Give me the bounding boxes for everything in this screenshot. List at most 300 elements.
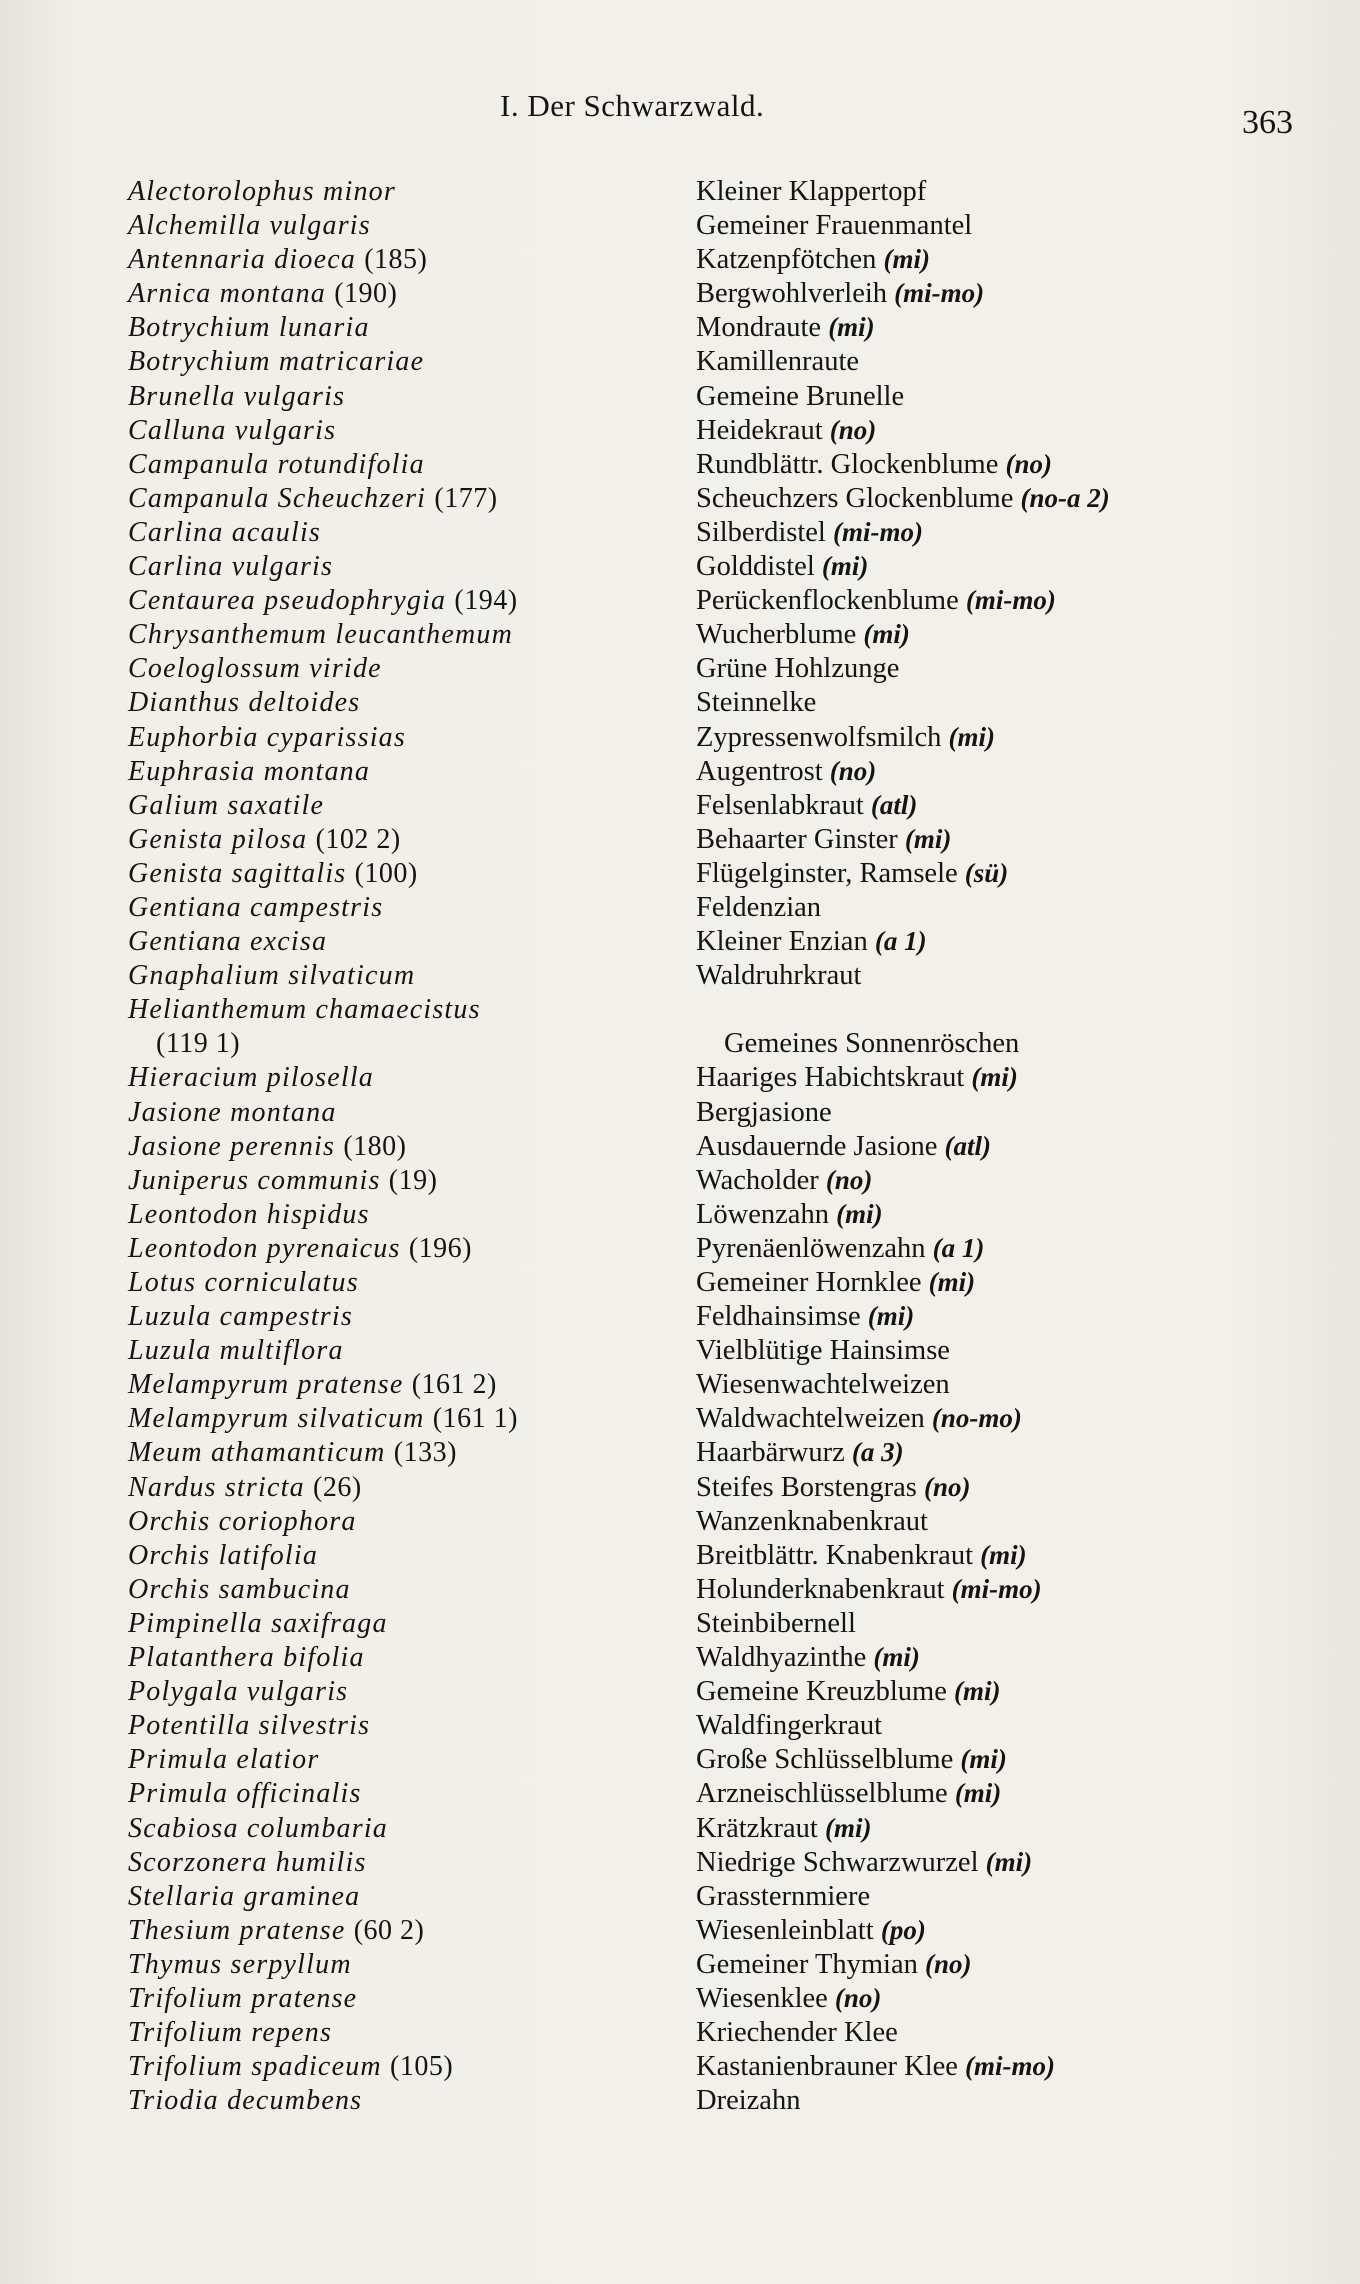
- species-row: [128, 2051, 1268, 2085]
- distribution-note: (no): [834, 1982, 882, 2013]
- distribution-note: (no): [825, 1164, 873, 1195]
- latin-name: Galium saxatile: [128, 789, 325, 821]
- distribution-note: (mi): [867, 1301, 915, 1332]
- species-row: [128, 2017, 1268, 2051]
- german-name: Mondraute: [696, 312, 822, 344]
- german-name: Kriechender Klee: [696, 2017, 898, 2049]
- species-row: [128, 346, 1268, 380]
- german-name: Wiesenwachtelweizen: [696, 1369, 950, 1401]
- latin-name-cell: [128, 1472, 696, 1504]
- figure-reference: (119 1): [156, 1028, 241, 1060]
- species-row: [128, 1676, 1268, 1710]
- latin-name: Triodia decumbens: [128, 2085, 363, 2117]
- distribution-note: (mi): [883, 244, 931, 275]
- german-name: Steinbibernell: [696, 1607, 856, 1639]
- figure-reference: (60 2): [353, 1914, 425, 1946]
- species-row: [128, 1915, 1268, 1949]
- german-name: Gemeiner Hornklee: [696, 1267, 922, 1298]
- german-name: Gemeines Sonnenröschen: [724, 1028, 1020, 1060]
- latin-name-cell: [128, 790, 696, 822]
- latin-name: Genista pilosa: [128, 823, 308, 855]
- distribution-note: (mi-mo): [965, 2051, 1056, 2082]
- species-row: [128, 1574, 1268, 1608]
- species-row: [128, 1028, 1268, 1062]
- german-name-cell: [696, 2017, 898, 2049]
- distribution-note: (mi): [948, 721, 995, 752]
- species-row: [128, 1506, 1268, 1540]
- latin-name-cell: [128, 960, 696, 992]
- german-name: Wiesenleinblatt: [696, 1914, 874, 1946]
- latin-name-cell: [128, 687, 696, 719]
- latin-name: Alectorolophus minor: [128, 176, 396, 207]
- latin-name-cell: [128, 1676, 696, 1708]
- latin-name: Luzula campestris: [128, 1301, 353, 1333]
- latin-name: Juniperus communis: [128, 1164, 381, 1196]
- german-name-cell: [696, 1097, 832, 1129]
- german-name: Breitblättr. Knabenkraut: [696, 1539, 973, 1571]
- latin-name: Carlina vulgaris: [128, 551, 334, 583]
- german-name: Große Schlüsselblume: [696, 1744, 954, 1776]
- species-row: [128, 176, 1268, 210]
- figure-reference: (133): [393, 1437, 457, 1469]
- figure-reference: (196): [408, 1232, 472, 1264]
- latin-name-cell: [128, 1847, 696, 1879]
- german-name: Heidekraut: [696, 414, 823, 446]
- latin-name-cell: [128, 824, 696, 856]
- german-name: Gemeine Brunelle: [696, 380, 905, 412]
- latin-name: Botrychium matricariae: [128, 346, 425, 378]
- latin-name: Primula officinalis: [128, 1778, 362, 1810]
- german-name: Behaarter Ginster: [696, 823, 898, 855]
- latin-name: Botrychium lunaria: [128, 312, 370, 344]
- latin-name: Pimpinella saxifraga: [128, 1607, 388, 1639]
- species-row: [128, 858, 1268, 892]
- figure-reference: (100): [354, 857, 418, 889]
- distribution-note: (mi): [828, 312, 875, 343]
- german-name: Löwenzahn: [696, 1198, 829, 1230]
- distribution-note: (no): [829, 414, 877, 445]
- german-name-cell: [696, 1949, 972, 1981]
- german-name: Perückenflockenblume: [696, 585, 959, 617]
- latin-name-cell: [128, 994, 696, 1026]
- german-name: Gemeiner Frauenmantel: [696, 210, 973, 242]
- latin-name-cell: [128, 1165, 696, 1197]
- latin-name: Gentiana campestris: [128, 891, 384, 923]
- species-row: [128, 756, 1268, 790]
- latin-name-cell: [128, 1915, 696, 1947]
- german-name: Kleiner Enzian: [696, 926, 868, 958]
- species-row: [128, 1540, 1268, 1574]
- figure-reference: (161 2): [411, 1369, 497, 1401]
- species-row: [128, 449, 1268, 483]
- distribution-note: (mi): [980, 1539, 1027, 1570]
- species-row: [128, 1199, 1268, 1233]
- latin-name-cell: [128, 483, 696, 515]
- latin-name-cell: [128, 1710, 696, 1742]
- german-name-cell: [696, 1506, 928, 1538]
- species-row: [128, 619, 1268, 653]
- species-row: [128, 1642, 1268, 1676]
- german-name-cell: [696, 1574, 1042, 1606]
- figure-reference: (102 2): [315, 823, 401, 855]
- latin-name: Trifolium spadiceum: [128, 2051, 382, 2083]
- german-name-cell: [696, 1131, 991, 1163]
- latin-name-cell: [128, 1267, 696, 1299]
- figure-reference: (180): [343, 1130, 407, 1162]
- latin-name-cell: [128, 381, 696, 413]
- latin-name-cell: [128, 1574, 696, 1606]
- german-name-cell: [696, 653, 899, 685]
- latin-name-cell: [128, 2051, 696, 2083]
- latin-name-cell: [128, 278, 696, 310]
- german-name-cell: [696, 2051, 1055, 2083]
- distribution-note: (mi): [904, 823, 952, 854]
- german-name: Waldhyazinthe: [696, 1642, 867, 1674]
- german-name: Waldfingerkraut: [696, 1710, 883, 1742]
- figure-reference: (26): [313, 1471, 362, 1503]
- german-name-cell: [696, 1335, 950, 1367]
- distribution-note: (mi): [836, 1198, 883, 1229]
- german-name: Feldenzian: [696, 891, 822, 923]
- german-name-cell: [696, 1233, 984, 1265]
- german-name-cell: [696, 415, 876, 447]
- german-name-cell: [696, 790, 917, 822]
- german-name-cell: [696, 1881, 870, 1913]
- latin-name: Brunella vulgaris: [128, 380, 346, 412]
- german-name: Zypressenwolfsmilch: [696, 721, 942, 753]
- german-name-cell: [696, 1267, 975, 1299]
- latin-name-cell: [128, 517, 696, 549]
- german-name: Haarbärwurz: [696, 1437, 845, 1469]
- german-name-cell: [696, 824, 951, 856]
- latin-name-cell: [128, 892, 696, 924]
- latin-name-cell: [128, 1983, 696, 2015]
- species-row: [128, 1097, 1268, 1131]
- distribution-note: (no): [925, 1948, 972, 1979]
- species-row: [128, 994, 1268, 1028]
- species-row: [128, 312, 1268, 346]
- latin-name: Luzula multiflora: [128, 1335, 344, 1367]
- latin-name-cell: [128, 1540, 696, 1572]
- german-name: Vielblütige Hainsimse: [696, 1335, 950, 1367]
- german-name-cell: [696, 1199, 883, 1231]
- running-title: I. Der Schwarzwald.: [500, 88, 765, 123]
- distribution-note: (atl): [870, 789, 918, 820]
- distribution-note: (a 1): [874, 926, 927, 957]
- page-header: [0, 88, 1360, 141]
- german-name-cell: [696, 1642, 920, 1674]
- latin-name: Arnica montana: [128, 278, 327, 310]
- figure-reference: (177): [434, 482, 498, 514]
- species-row: [128, 585, 1268, 619]
- species-row: [128, 1472, 1268, 1506]
- latin-name-cell: [128, 1097, 696, 1129]
- latin-name-cell: [128, 1506, 696, 1538]
- species-row: [128, 1267, 1268, 1301]
- german-name: Katzenpfötchen: [696, 244, 877, 276]
- distribution-note: (no): [1005, 448, 1052, 479]
- german-name-cell: [696, 312, 875, 344]
- latin-name-cell: [128, 1301, 696, 1333]
- latin-name-cell: [128, 2085, 696, 2117]
- german-name: Wucherblume: [696, 619, 857, 651]
- german-name: Bergwohlverleih: [696, 278, 888, 310]
- german-name: Dreizahn: [696, 2085, 801, 2117]
- species-row: [128, 722, 1268, 756]
- distribution-note: (po): [880, 1914, 926, 1945]
- german-name: Wiesenklee: [696, 1982, 828, 2014]
- german-name: Augentrost: [696, 755, 823, 787]
- figure-reference: (190): [334, 278, 398, 310]
- species-row: [128, 1301, 1268, 1335]
- german-name: Gemeine Kreuzblume: [696, 1676, 947, 1708]
- distribution-note: (a 1): [932, 1232, 985, 1263]
- german-name-cell: [696, 1710, 882, 1742]
- latin-name-cell: [128, 1744, 696, 1776]
- latin-name: Carlina acaulis: [128, 516, 322, 548]
- german-name-cell: [696, 1472, 970, 1504]
- german-name: Haariges Habichtskraut: [696, 1062, 965, 1094]
- latin-name-cell: [128, 1778, 696, 1810]
- german-name-cell: [696, 1301, 914, 1333]
- species-row: [128, 483, 1268, 517]
- german-name-cell: [696, 1403, 1022, 1435]
- distribution-note: (mi-mo): [894, 278, 985, 309]
- species-row: [128, 1233, 1268, 1267]
- latin-name-cell: [128, 346, 696, 378]
- species-row: [128, 1778, 1268, 1812]
- latin-name: Lotus corniculatus: [128, 1267, 359, 1298]
- german-name-cell: [696, 892, 821, 924]
- german-name-cell: [696, 756, 876, 788]
- distribution-note: (mi): [824, 1812, 872, 1843]
- latin-name: Coeloglossum viride: [128, 653, 382, 685]
- latin-name: Orchis sambucina: [128, 1573, 351, 1605]
- species-row: [128, 2085, 1268, 2119]
- latin-name: Jasione perennis: [128, 1130, 336, 1162]
- latin-name: Orchis latifolia: [128, 1539, 319, 1571]
- german-name: Scheuchzers Glockenblume: [696, 482, 1014, 514]
- german-name: Silberdistel: [696, 516, 826, 548]
- latin-name-cell: [128, 1608, 696, 1640]
- latin-name: Trifolium repens: [128, 2017, 333, 2049]
- german-name-cell: [696, 483, 1110, 515]
- german-name-cell: [696, 1437, 904, 1469]
- distribution-note: (mi): [971, 1062, 1018, 1093]
- latin-name: Helianthemum chamaecistus: [128, 994, 481, 1026]
- german-name-cell: [696, 346, 859, 378]
- figure-reference: (161 1): [432, 1403, 518, 1435]
- latin-name-cell: [128, 244, 696, 276]
- german-name: Pyrenäenlöwenzahn: [696, 1232, 926, 1264]
- german-name: Niedrige Schwarzwurzel: [696, 1846, 979, 1878]
- latin-name-cell: [128, 1199, 696, 1231]
- species-row: [128, 1403, 1268, 1437]
- distribution-note: (mi): [954, 1778, 1002, 1809]
- latin-name: Campanula Scheuchzeri: [128, 482, 427, 514]
- figure-reference: (185): [364, 244, 428, 276]
- german-name: Waldruhrkraut: [696, 960, 862, 992]
- species-row: [128, 1881, 1268, 1915]
- species-row: [128, 824, 1268, 858]
- german-name: Kleiner Klappertopf: [696, 176, 927, 207]
- latin-name-cell: [128, 312, 696, 344]
- species-row: [128, 1983, 1268, 2017]
- species-row: [128, 1710, 1268, 1744]
- species-row: [128, 653, 1268, 687]
- latin-name: Polygala vulgaris: [128, 1676, 349, 1708]
- latin-name-cell: [128, 926, 696, 958]
- german-name-cell: [696, 1369, 950, 1401]
- distribution-note: (a 3): [851, 1437, 904, 1468]
- german-name-cell: [696, 1983, 881, 2015]
- latin-name: Leontodon pyrenaicus: [128, 1232, 401, 1264]
- latin-name-cell: [128, 1881, 696, 1913]
- german-name: Steinnelke: [696, 687, 817, 719]
- species-row: [128, 278, 1268, 312]
- german-name-cell: [696, 960, 861, 992]
- latin-name: Potentilla silvestris: [128, 1710, 371, 1742]
- german-name-cell: [696, 2085, 800, 2117]
- species-row: [128, 517, 1268, 551]
- german-name-cell: [696, 687, 816, 719]
- latin-name: Chrysanthemum leucanthemum: [128, 619, 514, 651]
- species-row: [128, 892, 1268, 926]
- german-name-cell: [696, 1813, 871, 1845]
- latin-name-cell: [128, 619, 696, 651]
- german-name: Kamillenraute: [696, 346, 860, 378]
- latin-name: Melampyrum pratense: [128, 1369, 404, 1401]
- distribution-note: (mi): [863, 619, 910, 650]
- species-row: [128, 381, 1268, 415]
- latin-name: Platanthera bifolia: [128, 1642, 365, 1674]
- german-name: Wanzenknabenkraut: [696, 1505, 928, 1537]
- german-name-cell: [696, 176, 926, 208]
- distribution-note: (mi-mo): [832, 516, 923, 547]
- latin-name: Antennaria dioeca: [128, 244, 357, 276]
- latin-name: Thymus serpyllum: [128, 1948, 352, 1980]
- latin-name-cell: [128, 1403, 696, 1435]
- distribution-note: (no-a 2): [1020, 482, 1110, 513]
- latin-name-cell: [128, 1642, 696, 1674]
- german-name: Golddistel: [696, 551, 815, 583]
- species-row: [128, 551, 1268, 585]
- latin-name-cell: [128, 1369, 696, 1401]
- page-number: 363: [1242, 104, 1293, 141]
- latin-name-cell: [128, 551, 696, 583]
- german-name: Grassternmiere: [696, 1880, 871, 1912]
- latin-name-cell: [128, 1062, 696, 1094]
- german-name: Gemeiner Thymian: [696, 1948, 918, 1980]
- german-name-cell: [696, 244, 930, 276]
- latin-name: Gentiana excisa: [128, 926, 328, 958]
- distribution-note: (no-mo): [931, 1403, 1022, 1434]
- distribution-note: (no): [923, 1471, 971, 1502]
- latin-name-cell: [128, 653, 696, 685]
- species-list: [128, 176, 1268, 2119]
- german-name-cell: [696, 1778, 1001, 1810]
- german-name-cell: [696, 1608, 856, 1640]
- german-name: Flügelginster, Ramsele: [696, 857, 958, 889]
- latin-name: Scabiosa columbaria: [128, 1812, 389, 1844]
- german-name-cell: [696, 210, 972, 242]
- latin-name: Dianthus deltoides: [128, 687, 361, 719]
- species-row: [128, 1165, 1268, 1199]
- figure-reference: (19): [388, 1164, 438, 1196]
- german-name: Grüne Hohlzunge: [696, 653, 900, 685]
- german-name-cell: [696, 1165, 872, 1197]
- latin-name: Primula elatior: [128, 1744, 320, 1776]
- german-name-cell: [696, 1744, 1007, 1776]
- distribution-note: (mi): [960, 1744, 1007, 1775]
- species-row: [128, 1813, 1268, 1847]
- german-name: Waldwachtelweizen: [696, 1403, 925, 1435]
- latin-name-cell: [128, 1335, 696, 1367]
- latin-name-cell: [128, 2017, 696, 2049]
- species-row: [128, 1335, 1268, 1369]
- german-name: Holunderknabenkraut: [696, 1573, 945, 1605]
- species-row: [128, 926, 1268, 960]
- distribution-note: (mi-mo): [951, 1573, 1042, 1604]
- species-row: [128, 244, 1268, 278]
- latin-name-cell: [128, 1131, 696, 1163]
- german-name-cell: [696, 1847, 1032, 1879]
- latin-name: Thesium pratense: [128, 1914, 346, 1946]
- german-name-cell: [696, 1676, 1000, 1708]
- latin-name-cell: [128, 1813, 696, 1845]
- distribution-note: (mi): [873, 1642, 920, 1673]
- german-name-cell: [696, 1915, 926, 1947]
- species-row: [128, 1744, 1268, 1778]
- german-name-cell: [696, 517, 923, 549]
- latin-name: Trifolium pratense: [128, 1982, 358, 2014]
- species-row: [128, 1949, 1268, 1983]
- latin-name-cell: [128, 722, 696, 754]
- distribution-note: (mi): [985, 1846, 1033, 1877]
- german-name: Felsenlabkraut: [696, 789, 864, 821]
- german-name: Arzneischlüsselblume: [696, 1778, 948, 1810]
- latin-name: Jasione montana: [128, 1096, 337, 1128]
- latin-name: Stellaria graminea: [128, 1880, 361, 1912]
- german-name-cell: [696, 278, 984, 310]
- species-row: [128, 1369, 1268, 1403]
- german-name-cell: [696, 449, 1052, 481]
- latin-name: Campanula rotundifolia: [128, 448, 425, 480]
- latin-name: Nardus stricta: [128, 1471, 305, 1503]
- german-name: Bergjasione: [696, 1096, 832, 1128]
- latin-name-cell: [128, 756, 696, 788]
- latin-name-cell: [128, 1028, 724, 1060]
- latin-name-cell: [128, 1949, 696, 1981]
- latin-name-cell: [128, 1233, 696, 1265]
- species-row: [128, 687, 1268, 721]
- german-name-cell: [696, 926, 927, 958]
- figure-reference: (105): [390, 2051, 454, 2083]
- latin-name: Euphrasia montana: [128, 755, 371, 787]
- distribution-note: (mi): [928, 1267, 976, 1297]
- latin-name: Leontodon hispidus: [128, 1198, 370, 1230]
- latin-name: Melampyrum silvaticum: [128, 1403, 425, 1435]
- german-name: Wacholder: [696, 1164, 819, 1196]
- latin-name-cell: [128, 858, 696, 890]
- distribution-note: (atl): [944, 1130, 992, 1161]
- latin-name: Hieracium pilosella: [128, 1062, 374, 1094]
- species-row: [128, 1847, 1268, 1881]
- latin-name-cell: [128, 449, 696, 481]
- distribution-note: (mi-mo): [965, 585, 1056, 616]
- german-name-cell: [696, 551, 868, 583]
- german-name-cell: [696, 1540, 1027, 1572]
